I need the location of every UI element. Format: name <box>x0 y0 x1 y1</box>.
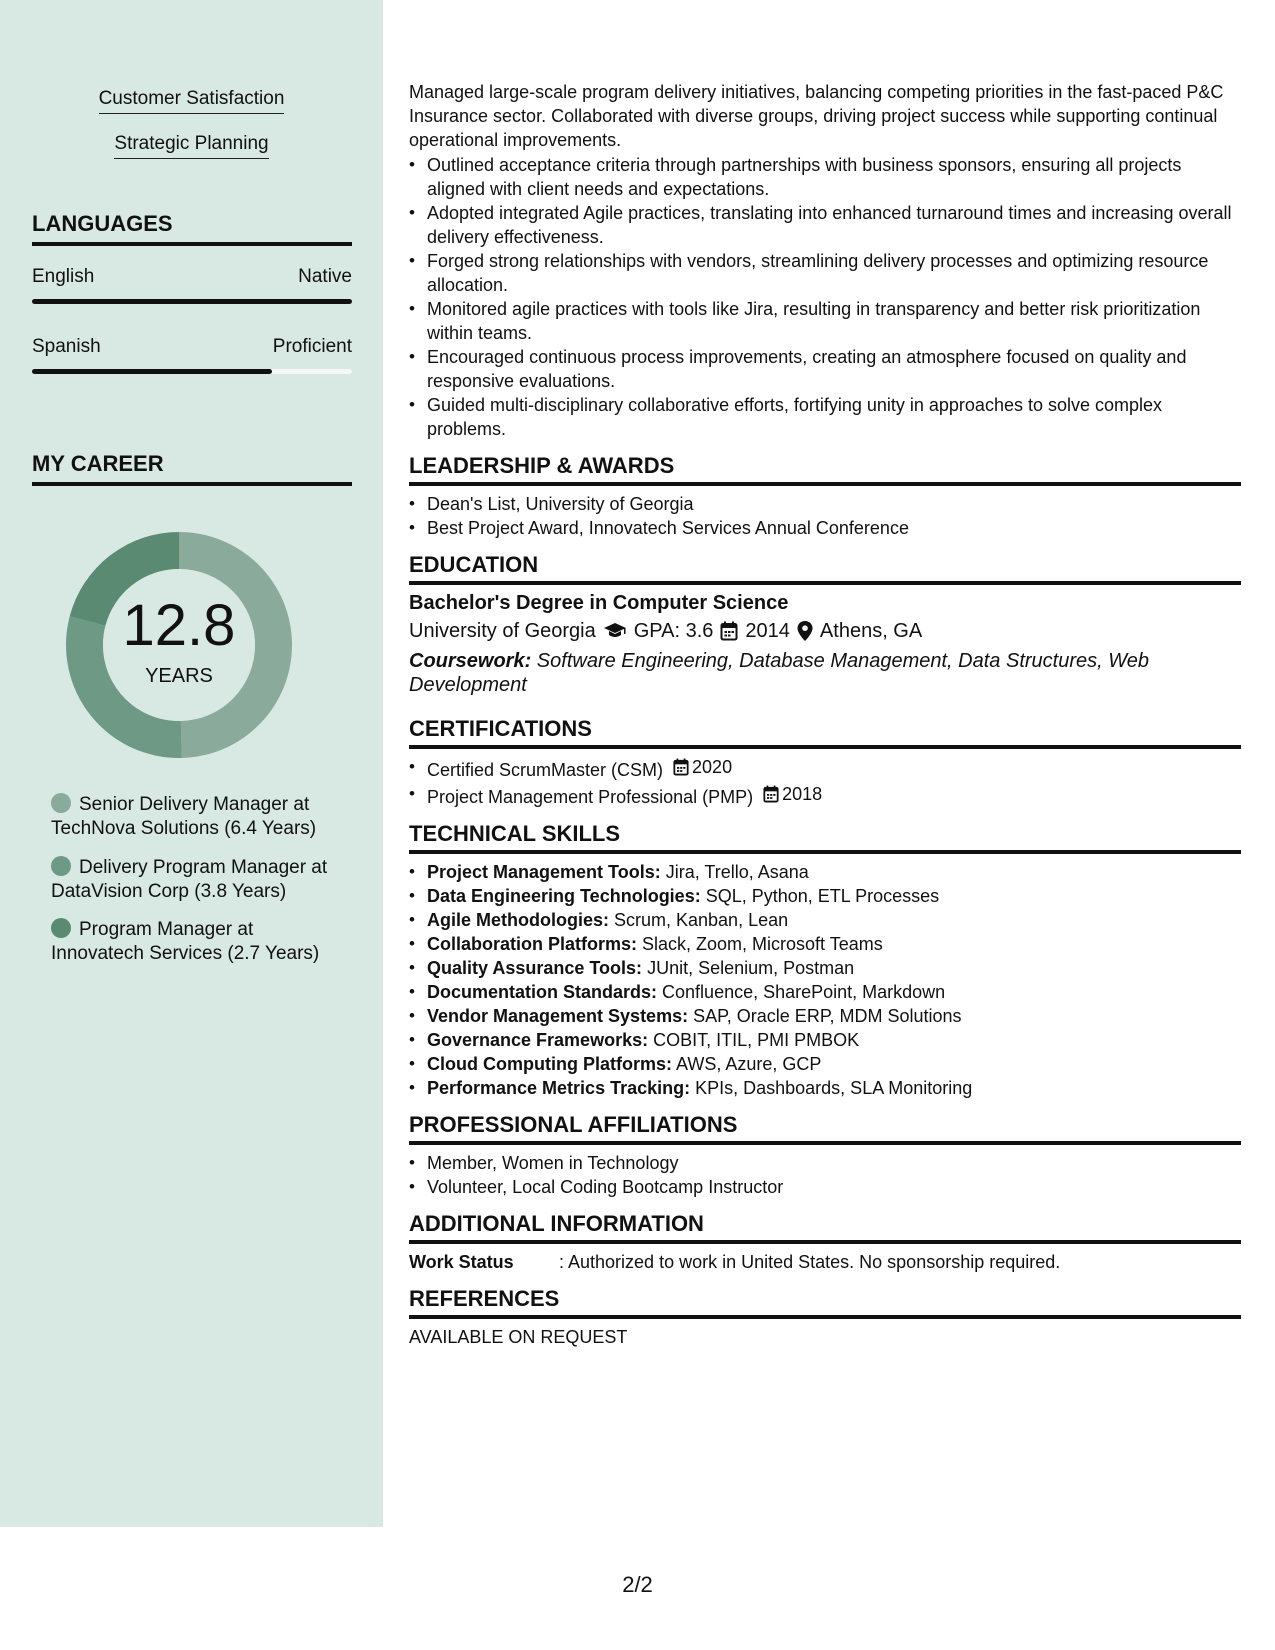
language-bar-english <box>32 299 352 304</box>
education-heading: EDUCATION <box>409 553 1241 585</box>
calendar-icon <box>673 758 689 776</box>
work-status-row <box>409 1250 1241 1274</box>
leadership-list <box>409 492 1241 540</box>
leadership-heading: LEADERSHIP & AWARDS <box>409 454 1241 486</box>
skill-category: Vendor Management Systems: <box>427 1006 689 1026</box>
education-degree: Bachelor's Degree in Computer Science <box>409 592 789 614</box>
language-name: English <box>32 266 95 287</box>
certification-item <box>409 755 1241 782</box>
skill-values: Scrum, Kanban, Lean <box>609 910 789 930</box>
page-number: 2/2 <box>622 1572 653 1597</box>
coursework-value: Software Engineering, Database Management, Data Structures, Web Development <box>409 650 1149 696</box>
skill-category: Collaboration Platforms: <box>427 934 638 954</box>
technical-skill-item <box>409 908 1241 932</box>
skill-values: SAP, Oracle ERP, MDM Solutions <box>688 1006 962 1026</box>
skill-category: Agile Methodologies: <box>427 910 609 930</box>
language-bar-spanish <box>32 369 352 374</box>
skill-values: Jira, Trello, Asana <box>660 862 809 882</box>
certifications-heading: CERTIFICATIONS <box>409 717 1241 749</box>
technical-skill-item <box>409 860 1241 884</box>
experience-bullet: • Adopted integrated Agile practices, translating into enhanced turnaround times and increasing overall delivery effectiveness. <box>409 201 1241 249</box>
skill-label: Customer Satisfaction <box>99 88 285 114</box>
coursework-label: Coursework: <box>409 650 532 672</box>
experience-summary: Managed large-scale program delivery initiatives, balancing competing priorities in the fast-paced P&C Insurance sector. Collaborated with diverse groups, driving project success while supporting continual operational improvements. <box>409 82 1224 150</box>
references-heading: REFERENCES <box>409 1287 1241 1319</box>
location-pin-icon <box>797 621 813 641</box>
leadership-item: • Dean's List, University of Georgia <box>409 492 1241 516</box>
affiliation-item: • Volunteer, Local Coding Bootcamp Instructor <box>409 1175 1241 1199</box>
references-text: AVAILABLE ON REQUEST <box>409 1327 628 1347</box>
leadership-item: • Best Project Award, Innovatech Services Annual Conference <box>409 516 1241 540</box>
language-level: Native <box>298 266 352 287</box>
work-status-value: : Authorized to work in United States. No sponsorship required. <box>559 1252 1061 1272</box>
additional-info-heading: ADDITIONAL INFORMATION <box>409 1212 1241 1244</box>
education-meta <box>409 619 1241 643</box>
skill-values: JUnit, Selenium, Postman <box>642 958 855 978</box>
career-item <box>51 918 331 966</box>
skill-values: SQL, Python, ETL Processes <box>700 886 940 906</box>
experience-bullet: • Outlined acceptance criteria through partnerships with business sponsors, ensuring all projects aligned with client needs and expectations. <box>409 153 1241 201</box>
skill-values: Slack, Zoom, Microsoft Teams <box>637 934 883 954</box>
technical-skill-item <box>409 980 1241 1004</box>
career-item <box>51 793 331 841</box>
skill-customer-satisfaction[interactable] <box>0 88 383 114</box>
career-item <box>51 856 331 904</box>
language-bar-fill <box>32 299 352 304</box>
affiliation-item: • Member, Women in Technology <box>409 1151 1241 1175</box>
technical-skill-item <box>409 1052 1241 1076</box>
calendar-icon <box>720 621 738 641</box>
calendar-icon <box>763 785 779 803</box>
education-coursework <box>409 649 1241 697</box>
experience-bullet: • Guided multi-disciplinary collaborative efforts, fortifying unity in approaches to solve complex problems. <box>409 393 1241 441</box>
sidebar <box>0 0 383 1527</box>
graduation-cap-icon <box>603 622 627 640</box>
technical-skill-item <box>409 1076 1241 1100</box>
career-item-text: Program Manager at Innovatech Services (2.7 Years) <box>51 919 320 964</box>
affiliations-list <box>409 1151 1241 1199</box>
certifications-list <box>409 755 1241 809</box>
skill-values: AWS, Azure, GCP <box>671 1054 822 1074</box>
skill-category: Cloud Computing Platforms: <box>427 1054 672 1074</box>
skill-strategic-planning[interactable] <box>0 133 383 159</box>
skill-category: Quality Assurance Tools: <box>427 958 643 978</box>
technical-skill-item <box>409 1028 1241 1052</box>
career-legend-dot <box>51 856 71 876</box>
career-heading: MY CAREER <box>32 451 352 486</box>
experience-bullets <box>409 153 1241 441</box>
education-year: 2014 <box>745 620 790 642</box>
experience-bullet: • Forged strong relationships with vendors, streamlining delivery processes and optimizing resource allocation. <box>409 249 1241 297</box>
skill-category: Documentation Standards: <box>427 982 658 1002</box>
career-years-unit: YEARS <box>145 665 213 687</box>
languages-heading: LANGUAGES <box>32 211 352 246</box>
education-gpa: GPA: 3.6 <box>633 620 714 642</box>
career-item-text: Delivery Program Manager at DataVision Corp (3.8 Years) <box>51 857 328 902</box>
career-legend-dot <box>51 918 71 938</box>
language-level: Proficient <box>272 336 352 357</box>
career-donut-chart <box>66 532 292 758</box>
career-legend-dot <box>51 793 71 813</box>
certification-item <box>409 782 1241 809</box>
technical-skill-item <box>409 956 1241 980</box>
experience-bullet: • Monitored agile practices with tools like Jira, resulting in transparency and better risk prioritization within teams. <box>409 297 1241 345</box>
skill-category: Performance Metrics Tracking: <box>427 1078 691 1098</box>
skill-category: Governance Frameworks: <box>427 1030 649 1050</box>
main-content <box>409 80 1241 1349</box>
skill-label: Strategic Planning <box>114 133 268 159</box>
technical-skills-list <box>409 860 1241 1100</box>
certification-name: Project Management Professional (PMP) <box>427 787 754 807</box>
work-status-label: Work Status <box>409 1252 514 1272</box>
skill-category: Data Engineering Technologies: <box>427 886 701 906</box>
certification-year: 2018 <box>782 784 823 804</box>
skill-category: Project Management Tools: <box>427 862 661 882</box>
career-total-years: 12.8 <box>122 593 236 658</box>
language-row-english <box>32 266 352 288</box>
experience-bullet: • Encouraged continuous process improvements, creating an atmosphere focused on quality and responsive evaluations. <box>409 345 1241 393</box>
language-name: Spanish <box>32 336 101 357</box>
certification-year: 2020 <box>692 757 733 777</box>
skill-values: Confluence, SharePoint, Markdown <box>657 982 946 1002</box>
technical-skill-item <box>409 1004 1241 1028</box>
technical-skills-heading: TECHNICAL SKILLS <box>409 822 1241 854</box>
skill-values: COBIT, ITIL, PMI PMBOK <box>648 1030 860 1050</box>
career-item-text: Senior Delivery Manager at TechNova Solutions (6.4 Years) <box>51 794 317 839</box>
language-row-spanish <box>32 336 352 358</box>
skill-values: KPIs, Dashboards, SLA Monitoring <box>690 1078 973 1098</box>
education-location: Athens, GA <box>819 620 923 642</box>
language-bar-fill <box>32 369 272 374</box>
technical-skill-item <box>409 932 1241 956</box>
education-school: University of Georgia <box>409 620 596 642</box>
certification-name: Certified ScrumMaster (CSM) <box>427 760 664 780</box>
technical-skill-item <box>409 884 1241 908</box>
affiliations-heading: PROFESSIONAL AFFILIATIONS <box>409 1113 1241 1145</box>
